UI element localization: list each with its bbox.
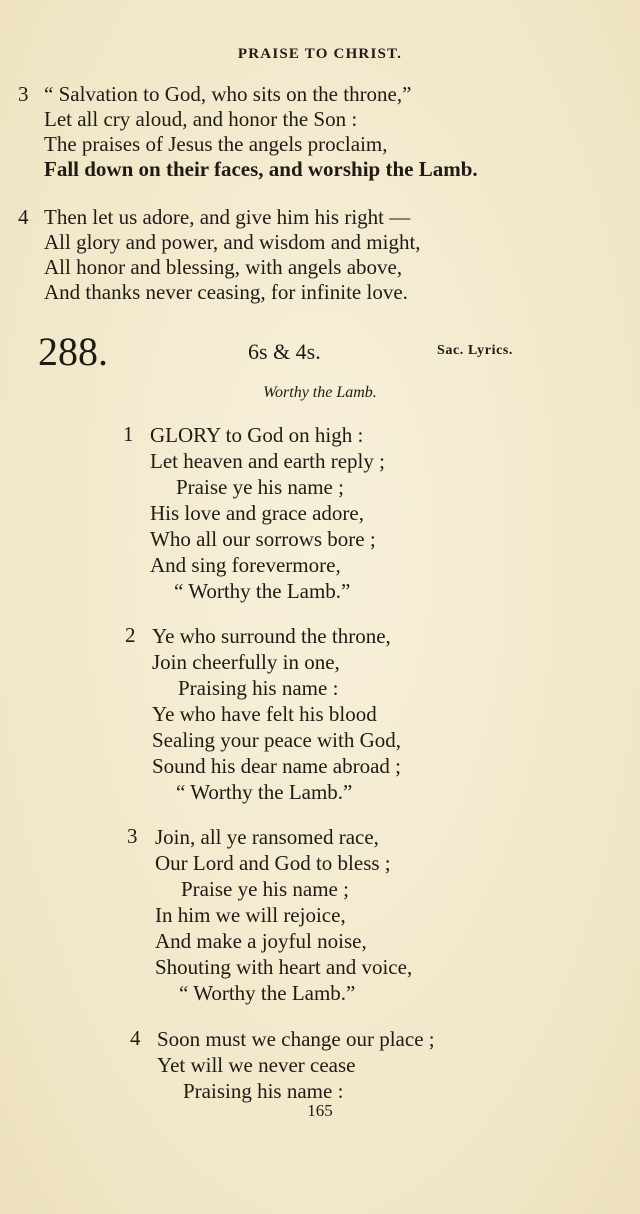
verse-line: Yet will we never cease <box>157 1053 356 1077</box>
hymn-number: 288. <box>38 329 108 374</box>
hymn-subtitle: Worthy the Lamb. <box>263 384 377 401</box>
stanza-number: 4 <box>130 1026 141 1050</box>
verse-line: All glory and power, and wisdom and might, <box>44 230 421 254</box>
verse-line: Praise ye his name ; <box>181 877 349 901</box>
verse-line: Soon must we change our place ; <box>157 1027 435 1051</box>
verse-line: In him we will rejoice, <box>155 903 346 927</box>
verse-line: Fall down on their faces, and worship the Lamb. <box>44 157 478 181</box>
verse-line: Then let us adore, and give him his right — <box>44 205 411 229</box>
verse-line: All honor and blessing, with angels above, <box>44 255 403 279</box>
verse-line: “ Worthy the Lamb.” <box>176 780 353 804</box>
stanza <box>44 205 421 305</box>
verse-line: And make a joyful noise, <box>155 929 367 953</box>
verse-line: Shouting with heart and voice, <box>155 955 413 979</box>
verse-line: Sound his dear name abroad ; <box>152 754 402 778</box>
running-header: PRAISE TO CHRIST. <box>237 46 403 62</box>
verse-line: Ye who have felt his blood <box>152 702 377 726</box>
verse-line: Let heaven and earth reply ; <box>150 449 385 473</box>
stanza <box>155 824 412 1006</box>
stanza-number: 3 <box>127 824 138 848</box>
verse-line: The praises of Jesus the angels proclaim, <box>44 132 388 156</box>
verse-line: “ Worthy the Lamb.” <box>179 981 356 1005</box>
verse-line: Praising his name : <box>183 1079 344 1103</box>
hymn-source: Sac. Lyrics. <box>437 343 514 358</box>
verse-line: “ Worthy the Lamb.” <box>174 579 351 603</box>
verse-line: Ye who surround the throne, <box>152 624 391 648</box>
stanza <box>150 422 385 604</box>
verse-line: And sing forevermore, <box>150 553 341 577</box>
stanza-number: 3 <box>18 82 29 106</box>
page-number: 165 <box>307 1101 333 1120</box>
hymn-meter: 6s & 4s. <box>248 339 321 364</box>
stanza <box>44 82 478 182</box>
stanza <box>152 623 401 805</box>
stanza <box>157 1026 435 1104</box>
verse-line: Join, all ye ransomed race, <box>155 825 379 849</box>
stanza-number: 4 <box>18 205 29 229</box>
verse-line: Praise ye his name ; <box>176 475 344 499</box>
verse-line: “ Salvation to God, who sits on the throne,” <box>44 82 412 106</box>
stanza-number: 1 <box>123 422 134 446</box>
verse-line: Join cheerfully in one, <box>152 650 340 674</box>
verse-line: Who all our sorrows bore ; <box>150 527 376 551</box>
stanza-number: 2 <box>125 623 136 647</box>
verse-line: And thanks never ceasing, for infinite love. <box>44 280 408 304</box>
verse-line: His love and grace adore, <box>150 501 364 525</box>
verse-line: Sealing your peace with God, <box>152 728 402 752</box>
verse-line: GLORY to God on high : <box>150 423 364 447</box>
verse-line: Our Lord and God to bless ; <box>155 851 391 875</box>
verse-line: Let all cry aloud, and honor the Son : <box>44 107 358 131</box>
verse-line: Praising his name : <box>178 676 339 700</box>
